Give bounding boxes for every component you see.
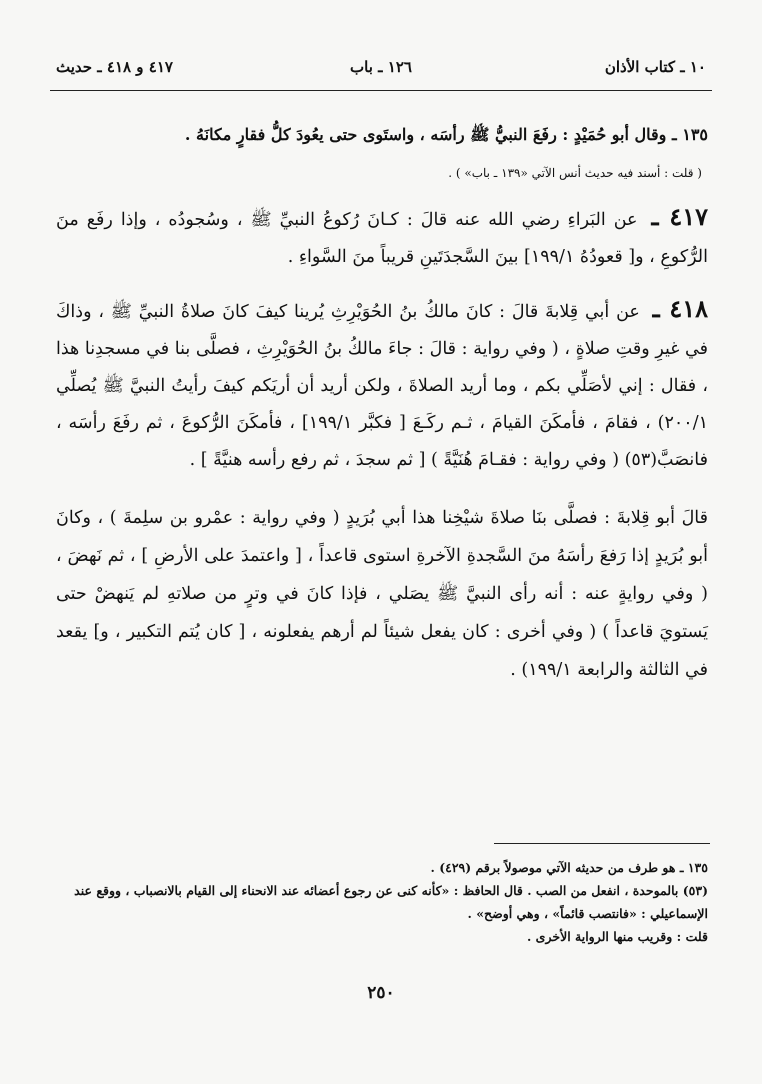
header-divider [50, 90, 712, 91]
footnote-item: ١٣٥ ـ هو طرف من حديثه الآتي موصولاً برقم (٤٢٩) . [430, 860, 708, 875]
main-text [56, 122, 708, 689]
header-section: ١٢٦ ـ باب [350, 58, 412, 76]
hadith-number: ٤١٨ ـ [652, 294, 708, 323]
page-number: ٢٥٠ [367, 983, 395, 1003]
hadith-417 [56, 198, 708, 276]
paragraph-135: ١٣٥ ـ وقال أبو حُمَيْدٍ : رفَعَ النبيُّ ﷺ رأسَه ، واستَوى حتى يعُودَ كلُّ فقارٍ مكانَهُ . [184, 125, 708, 144]
footnote-item: (٥٣) بالموحدة ، انفعل من الصب . قال الحافظ : «كأنه كنى عن رجوع أعضائه عند الانحناء إلى القيام بالانصباب ، ووقع عند الإسماعيلي : «فانتصب قائماً» ، وهي أوضح» . [74, 883, 708, 921]
hadith-text: عن البَراءِ رضي الله عنه قالَ : كـانَ رُكوعُ النبيِّ ﷺ ، وسُجودُه ، وإذا رفَع منَ الرُّكوعِ ، و[ قعودُهُ ١٩٩/١] بينَ السَّجدَتَينِ قريباً منَ السَّواءِ . [56, 210, 708, 267]
header-hadith-range: ٤١٧ و ٤١٨ ـ حديث [56, 58, 173, 76]
footnotes [40, 856, 708, 948]
hadith-418 [56, 290, 708, 479]
header-chapter: ١٠ ـ كتاب الأذان [604, 58, 706, 76]
abu-qilaba-paragraph: قالَ أبو قِلابةَ : فصلَّى بنَا صلاةَ شيْخِنا هذا أبي بُرَيدٍ ( وفي رواية : عمْرو بن سلِمةَ ) ، وكانَ أبو بُرَيدٍ إذا رَفعَ رأسَهُ منَ السَّجدةِ الآخرةِ استوى قاعداً ، [ واعتمدَ على الأرضِ ] ، ثم نَهضَ ، ( وفي روايةٍ عنه : أنه رأى النبيَّ ﷺ يصَلي ، فإذا كانَ في وترٍ من صلاتهِ لم يَنهضْ حتى يَستويَ قاعداً ) ( وفي أخرى : كان يفعل شيئاً لم أرهم يفعلونه ، [ كان يُتم التكبير ، و] يقعد في الثالثة والرابعة ١٩٩/١) . [56, 508, 708, 680]
footnote-item: قلت : وقريب منها الرواية الأخرى . [526, 929, 708, 944]
hadith-number: ٤١٧ ـ [651, 202, 708, 231]
note-135: ( قلت : أسند فيه حديث أنس الآتي «١٣٩ ـ باب» ) . [448, 166, 702, 180]
hadith-text: عن أبي قِلابةَ قالَ : كانَ مالكُ بنُ الحُوَيْرِثِ يُرينا كيفَ كانَ صلاةُ النبيِّ ﷺ ، وذاكَ في غيرِ وقتِ صلاةٍ ، ( وفي رواية : قالَ : جاءَ مالكُ بنُ الحُوَيْرِثِ ، فصلَّى بنا في مسجدِنا هذا ، فقال : إني لأصَلِّي بكم ، وما أريد الصلاةَ ، ولكن أريد أن أريَكم كيفَ رأيتُ النبيَّ ﷺ يُصلِّي ٢٠٠/١) ، فقامَ ، فأمكَنَ القيامَ ، ثـم ركَـعَ [ فكبَّر ١٩٩/١] ، فأمكَنَ الرُّكوعَ ، ثم رفَعَ رأسَه ، فانصَبَّ(٥٣) ( وفي رواية : فقـامَ هُنَيَّةً ) [ ثم سجدَ ، ثم رفع رأسه هنيَّةً ] . [56, 302, 708, 470]
footnote-divider [494, 843, 710, 844]
running-header [56, 58, 706, 84]
